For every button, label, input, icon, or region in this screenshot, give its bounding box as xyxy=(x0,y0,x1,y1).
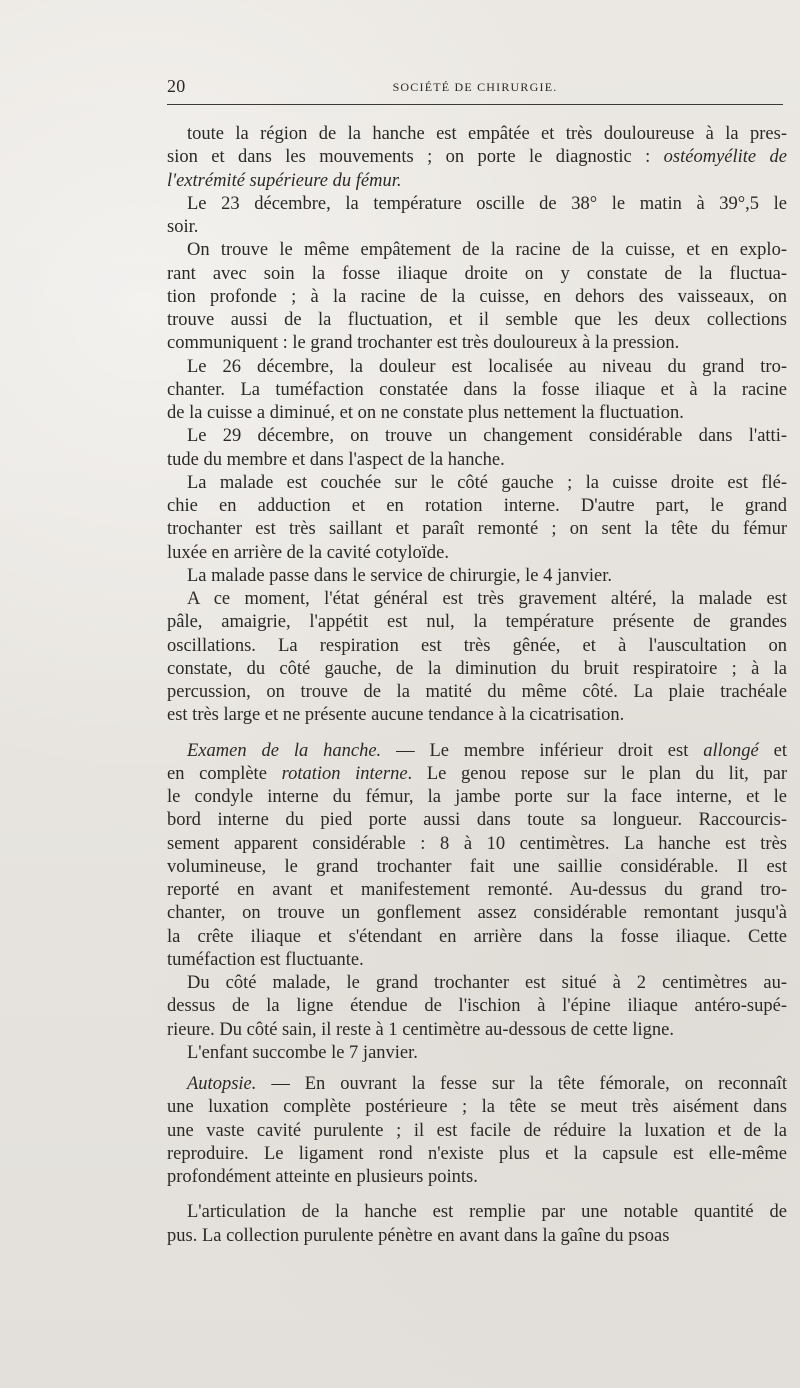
text-line xyxy=(167,356,787,379)
text-run: pus. La collection purulente pénètre en avant dans la gaîne du psoas xyxy=(167,1225,670,1246)
text-line xyxy=(167,949,787,972)
text-line xyxy=(167,518,787,541)
text-run: A ce moment, l'état général est très gravement altéré, la malade est xyxy=(187,589,787,609)
text-run: La malade est couchée sur le côté gauche ; la cuisse droite est flé- xyxy=(187,472,787,493)
text-line xyxy=(167,193,787,216)
text-run: pâle, amaigrie, l'appétit est nul, la température présente de grandes xyxy=(167,612,787,633)
text-run: reporté en avant et manifestement remonté. Au-dessus du grand tro- xyxy=(167,880,787,900)
text-run: chie en adduction et en rotation interne. D'autre part, le grand xyxy=(167,496,787,516)
text-line xyxy=(167,995,787,1018)
text-line xyxy=(167,170,787,193)
text-run: Le 26 décembre, la douleur est localisée au niveau du grand tro- xyxy=(187,356,787,377)
text-run: bord interne du pied porte aussi dans toute sa longueur. Raccourcis- xyxy=(167,810,787,831)
paragraph xyxy=(167,565,787,588)
text-run: volumineuse, le grand trochanter fait une saillie considérable. Il est xyxy=(167,856,787,877)
body-text xyxy=(167,123,787,1248)
text-run: en complète xyxy=(167,763,282,784)
text-run: percussion, on trouve de la matité du même côté. La plaie trachéale xyxy=(167,682,787,702)
text-run: chanter, on trouve un gonflement assez considérable remontant jusqu'à xyxy=(167,903,787,924)
text-run: dessus de la ligne étendue de l'ischion à l'épine iliaque antéro-supé- xyxy=(167,996,787,1017)
text-run: le condyle interne du fémur, la jambe porte sur la face interne, et le xyxy=(167,787,787,807)
text-run: Le 23 décembre, la température oscille de 38° le matin à 39°,5 le xyxy=(187,193,787,214)
text-run: reproduire. Le ligament rond n'existe plus et la capsule est elle-même xyxy=(167,1143,787,1164)
text-run: constate, du côté gauche, de la diminution du bruit respiratoire ; à la xyxy=(167,658,787,679)
text-run: — En ouvrant la fesse sur la tête fémorale, on reconnaît xyxy=(256,1074,787,1094)
text-line xyxy=(167,402,787,425)
page-number: 20 xyxy=(167,76,186,96)
text-run: la crête iliaque et s'étendant en arrière dans la fosse iliaque. Cette xyxy=(167,926,787,947)
text-line xyxy=(167,763,787,786)
italic-run: Autopsie. xyxy=(187,1074,257,1094)
italic-run: Examen de la hanche. xyxy=(187,740,382,761)
italic-run: rotation interne xyxy=(281,763,408,784)
text-run: On trouve le même empâtement de la racine de la cuisse, et en explo- xyxy=(187,240,787,261)
text-run: est très large et ne présente aucune tendance à la cicatrisation. xyxy=(167,705,625,726)
paragraph xyxy=(167,588,787,728)
text-line xyxy=(167,1201,787,1224)
text-line xyxy=(167,495,787,518)
text-line xyxy=(167,704,787,727)
paragraph xyxy=(167,425,787,472)
text-line xyxy=(167,786,787,809)
text-run: tion profonde ; à la racine de la cuisse, en dehors des vaisseaux, on xyxy=(167,286,787,307)
italic-run: l'extrémité supérieure du fémur. xyxy=(167,170,402,191)
paragraph xyxy=(167,972,787,1042)
text-run: trouve aussi de la fluctuation, et il semble que les deux collections xyxy=(167,310,787,330)
text-line xyxy=(167,588,787,611)
text-run: tude du membre et dans l'aspect de la hanche. xyxy=(167,449,505,470)
text-line xyxy=(167,123,787,146)
text-line xyxy=(167,1143,787,1166)
text-run: La malade passe dans le service de chirurgie, le 4 janvier. xyxy=(187,565,612,586)
text-line xyxy=(167,332,787,355)
text-run: Le 29 décembre, on trouve un changement considérable dans l'atti- xyxy=(187,426,787,447)
text-run: toute la région de la hanche est empâtée et très douloureuse à la pres- xyxy=(187,124,787,144)
text-line xyxy=(167,833,787,856)
text-run: rant avec soin la fosse iliaque droite on y constate de la fluctua- xyxy=(167,263,787,284)
text-line xyxy=(167,565,787,588)
paragraph xyxy=(167,1042,787,1065)
text-line xyxy=(167,146,787,169)
italic-run: allongé xyxy=(703,740,759,761)
paragraph-gap xyxy=(167,728,787,740)
running-title: SOCIÉTÉ DE CHIRURGIE. xyxy=(392,80,558,94)
text-run: rieure. Du côté sain, il reste à 1 centimètre au-dessous de cette ligne. xyxy=(167,1019,675,1040)
text-line xyxy=(167,379,787,402)
paragraph xyxy=(167,123,787,193)
text-run: sion et dans les mouvements ; on porte le diagnostic : xyxy=(167,147,664,168)
text-run: L'enfant succombe le 7 janvier. xyxy=(187,1042,418,1063)
paragraph xyxy=(167,356,787,426)
paragraph-gap xyxy=(167,1189,787,1201)
text-line xyxy=(167,425,787,448)
text-line xyxy=(167,1042,787,1065)
text-run: sement apparent considérable : 8 à 10 centimètres. La hanche est très xyxy=(167,833,787,854)
paragraph-gap xyxy=(167,1065,787,1073)
text-line xyxy=(167,1019,787,1042)
text-run: une vaste cavité purulente ; il est facile de réduire la luxation et de la xyxy=(167,1120,787,1141)
text-line xyxy=(167,472,787,495)
text-line xyxy=(167,681,787,704)
text-line xyxy=(167,856,787,879)
text-line xyxy=(167,1073,787,1096)
paragraph xyxy=(167,239,787,355)
text-run: trochanter est très saillant et paraît remonté ; on sent la tête du fémur xyxy=(167,519,787,540)
text-run: chanter. La tuméfaction constatée dans la fosse iliaque et à la racine xyxy=(167,379,787,400)
page-header xyxy=(167,74,783,102)
italic-run: ostéomyélite de xyxy=(663,147,787,168)
text-line xyxy=(167,611,787,634)
text-line xyxy=(167,1166,787,1189)
text-line xyxy=(167,809,787,832)
text-run: . Le genou repose sur le plan du lit, par xyxy=(407,763,787,784)
paragraph xyxy=(167,740,787,973)
text-run: profondément atteinte en plusieurs points. xyxy=(167,1167,478,1187)
text-line xyxy=(167,926,787,949)
paragraph xyxy=(167,472,787,565)
text-run: tuméfaction est fluctuante. xyxy=(167,949,364,970)
text-run: soir. xyxy=(167,217,199,237)
text-line xyxy=(167,1120,787,1143)
text-line xyxy=(167,1225,787,1248)
text-run: de la cuisse a diminué, et on ne constate plus nettement la fluctuation. xyxy=(167,403,684,423)
paragraph xyxy=(167,1201,787,1248)
text-line xyxy=(167,286,787,309)
text-line xyxy=(167,658,787,681)
text-run: luxée en arrière de la cavité cotyloïde. xyxy=(167,542,449,563)
text-line xyxy=(167,902,787,925)
text-line xyxy=(167,879,787,902)
text-run: communiquent : le grand trochanter est très douloureux à la pression. xyxy=(167,333,680,354)
text-line xyxy=(167,1096,787,1119)
text-line xyxy=(167,309,787,332)
text-run: et xyxy=(758,740,787,761)
text-line xyxy=(167,449,787,472)
paragraph xyxy=(167,1073,787,1189)
text-line xyxy=(167,740,787,763)
text-run: L'articulation de la hanche est remplie par une notable quantité de xyxy=(187,1202,787,1223)
text-run: oscillations. La respiration est très gênée, et à l'auscultation on xyxy=(167,635,787,656)
text-line xyxy=(167,542,787,565)
text-line xyxy=(167,263,787,286)
paragraph xyxy=(167,193,787,240)
text-line xyxy=(167,635,787,658)
text-run: — Le membre inférieur droit est xyxy=(381,740,704,761)
header-rule xyxy=(167,104,783,105)
text-line xyxy=(167,216,787,239)
text-run: Du côté malade, le grand trochanter est situé à 2 centimètres au- xyxy=(187,973,787,993)
text-run: une luxation complète postérieure ; la tête se meut très aisément dans xyxy=(167,1097,787,1118)
text-line xyxy=(167,972,787,995)
text-line xyxy=(167,239,787,262)
